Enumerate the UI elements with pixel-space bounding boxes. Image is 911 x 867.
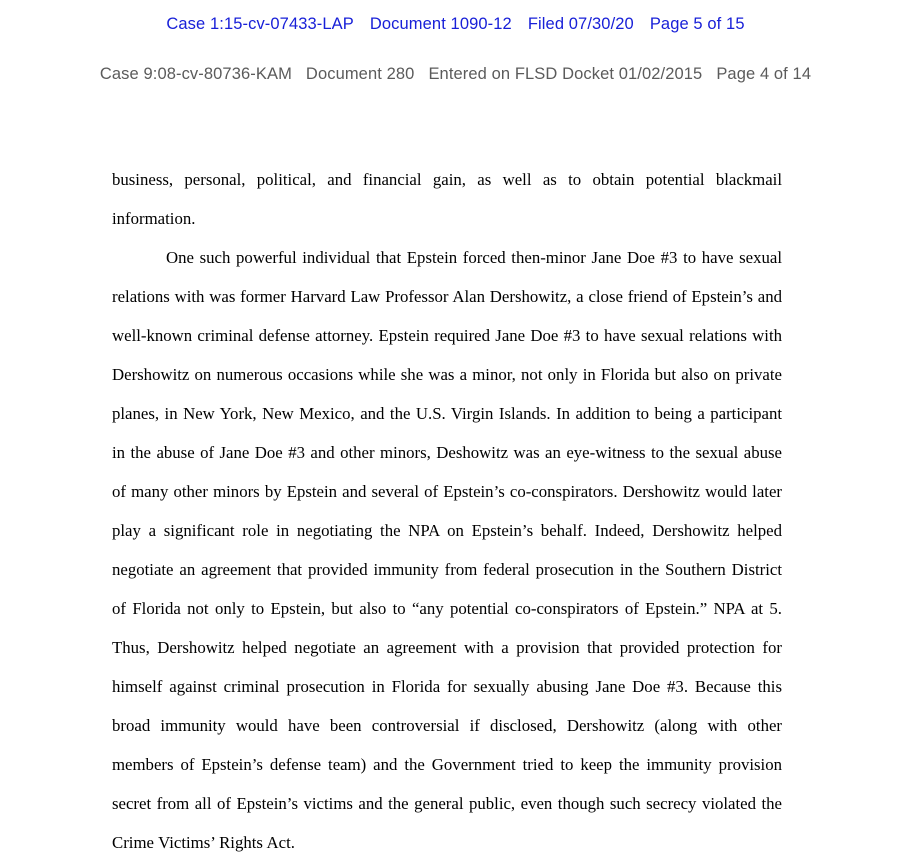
ecf-header-stamp-primary xyxy=(0,15,911,34)
ecf-secondary-page-number: Page 4 of 14 xyxy=(716,65,812,83)
document-body xyxy=(112,160,782,862)
paragraph-allegation: One such powerful individual that Epstein forced then-minor Jane Doe #3 to have sexual relations with was former Harvard Law Professor Alan Dershowitz, a close friend of Epstein’s and well-known criminal defense attorney. Epstein required Jane Doe #3 to have sexual relations with Dershowitz on numerous occasions while she was a minor, not only in Florida but also on private planes, in New York, New Mexico, and the U.S. Virgin Islands. In addition to being a participant in the abuse of Jane Doe #3 and other minors, Deshowitz was an eye-witness to the sexual abuse of many other minors by Epstein and several of Epstein’s co-conspirators. Dershowitz would later play a significant role in negotiating the NPA on Epstein’s behalf. Indeed, Dershowitz helped negotiate an agreement that provided immunity from federal prosecution in the Southern District of Florida not only to Epstein, but also to “any potential co-conspirators of Epstein.” NPA at 5. Thus, Dershowitz helped negotiate an agreement with a provision that provided protection for himself against criminal prosecution in Florida for sexually abusing Jane Doe #3. Because this broad immunity would have been controversial if disclosed, Dershowitz (along with other members of Epstein’s defense team) and the Government tried to keep the immunity provision secret from all of Epstein’s victims and the general public, even though such secrecy violated the Crime Victims’ Rights Act. xyxy=(112,248,782,852)
ecf-secondary-docket-entry: Entered on FLSD Docket 01/02/2015 xyxy=(428,65,703,83)
ecf-filed-date: Filed 07/30/20 xyxy=(527,15,634,33)
ecf-secondary-case-number: Case 9:08-cv-80736-KAM xyxy=(99,65,292,83)
ecf-header-stamp-secondary xyxy=(0,65,911,84)
ecf-secondary-document-number: Document 280 xyxy=(305,65,415,83)
paragraph-continuation: business, personal, political, and financial gain, as well as to obtain potential blackmail information. xyxy=(112,170,782,228)
ecf-page-number: Page 5 of 15 xyxy=(649,15,745,33)
ecf-document-number: Document 1090-12 xyxy=(369,15,512,33)
ecf-case-number: Case 1:15-cv-07433-LAP xyxy=(166,15,354,33)
